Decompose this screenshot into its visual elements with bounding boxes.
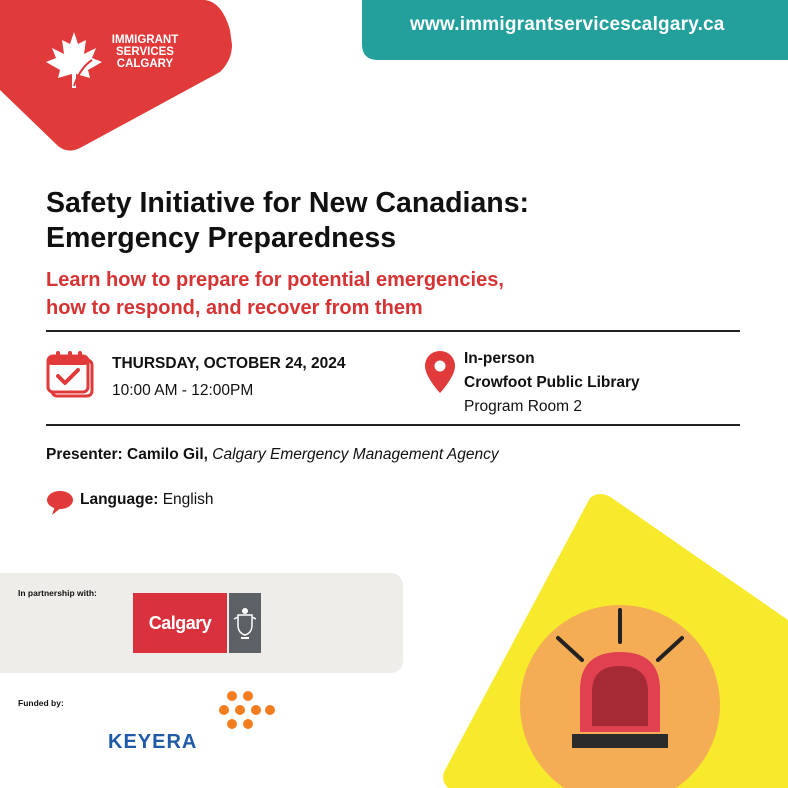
divider-top bbox=[46, 330, 740, 332]
coat-of-arms-icon bbox=[229, 593, 261, 653]
calendar-check-icon bbox=[46, 350, 98, 402]
logo-line-2: SERVICES bbox=[116, 46, 174, 58]
presenter-org: Calgary Emergency Management Agency bbox=[212, 446, 499, 463]
map-pin-icon bbox=[424, 350, 456, 394]
brand-logo-text bbox=[105, 34, 185, 70]
event-format: In-person bbox=[464, 350, 535, 367]
keyera-dots-icon bbox=[218, 690, 278, 730]
siren-icon bbox=[540, 600, 710, 760]
event-date: THURSDAY, OCTOBER 24, 2024 bbox=[112, 355, 346, 372]
presenter-name: Camilo Gil, bbox=[127, 446, 208, 463]
divider-bottom bbox=[46, 424, 740, 426]
presenter-line bbox=[46, 446, 499, 464]
presenter-label: Presenter: bbox=[46, 446, 123, 463]
event-room: Program Room 2 bbox=[464, 398, 583, 415]
logo-shape bbox=[0, 0, 232, 151]
city-of-calgary-logo bbox=[133, 593, 261, 653]
website-url[interactable]: www.immigrantservicescalgary.ca bbox=[410, 14, 725, 35]
logo-line-3: CALGARY bbox=[116, 58, 174, 70]
speech-bubble-icon bbox=[46, 490, 74, 516]
event-title bbox=[46, 186, 529, 256]
logo-line-1: IMMIGRANT bbox=[111, 34, 179, 46]
funded-label: Funded by: bbox=[18, 698, 64, 708]
event-subtitle bbox=[46, 266, 504, 322]
language-value: English bbox=[162, 491, 214, 508]
title-line-1: Safety Initiative for New Canadians: bbox=[46, 187, 530, 219]
language-line bbox=[80, 491, 214, 509]
calgary-logo-text: Calgary bbox=[148, 613, 212, 633]
subtitle-line-2: how to respond, and recover from them bbox=[46, 297, 423, 319]
language-label: Language: bbox=[80, 491, 159, 508]
maple-leaf-icon bbox=[42, 28, 106, 92]
keyera-logo-text: KEYERA bbox=[108, 731, 198, 753]
title-line-2: Emergency Preparedness bbox=[46, 222, 397, 254]
subtitle-line-1: Learn how to prepare for potential emergencies, bbox=[46, 269, 504, 291]
event-venue: Crowfoot Public Library bbox=[464, 374, 640, 391]
event-time: 10:00 AM - 12:00PM bbox=[112, 382, 254, 399]
partnership-label: In partnership with: bbox=[18, 588, 97, 598]
